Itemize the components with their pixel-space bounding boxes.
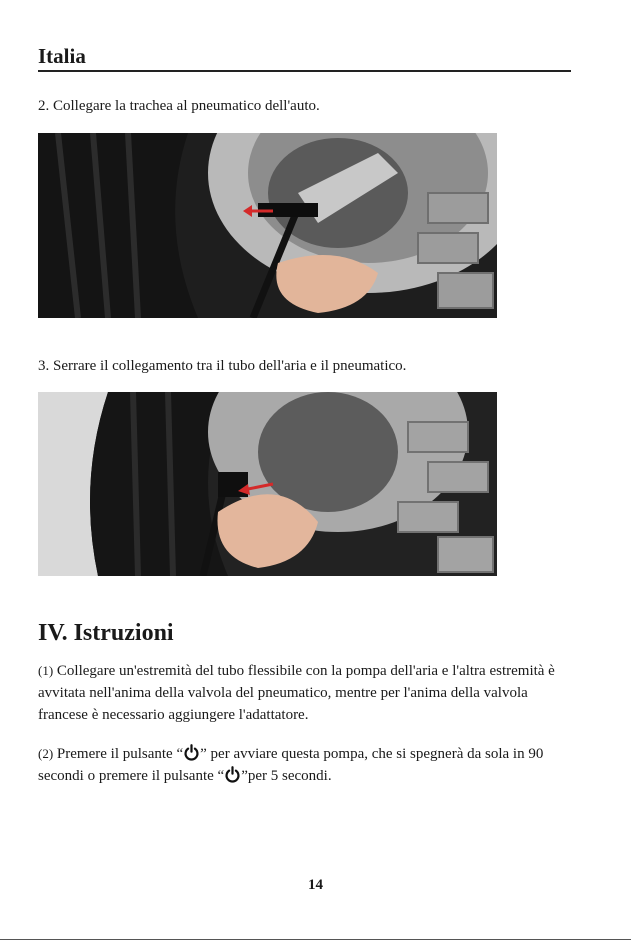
paragraph-2-text-a: Premere il pulsante “ [53,746,184,762]
bottom-border [0,939,631,940]
photo-valve-connect [38,133,497,318]
power-icon [183,744,200,761]
step-3-text: 3. Serrare il collegamento tra il tubo dell'aria e il pneumatico. [38,358,407,374]
instruction-paragraph-2 [38,743,578,787]
paragraph-1-text: Collegare un'estremità del tubo flessibile con la pompa dell'aria e l'altra estremità è avvitata nell'anima della valvola del pneumatico, mentre per l'anima della valvola francese è necessario aggiungere l'adattatore. [38,663,555,723]
photo-hose-tighten [38,392,497,576]
instruction-paragraph-1 [38,660,578,726]
title-divider [38,70,571,72]
page-number: 14 [308,877,323,893]
section-title: Italia [38,44,86,68]
instructions-heading: IV. Istruzioni [38,620,174,646]
paragraph-number-1: (1) [38,663,54,678]
paragraph-2-text-b: ” per avviare questa pompa, che si spegnerà da sola in 90 secondi o premere il pulsante “ [38,746,544,784]
paragraph-number-2: (2) [38,746,54,761]
paragraph-2-text-c: ”per 5 secondi. [241,768,332,784]
power-icon [224,766,241,783]
step-2-text: 2. Collegare la trachea al pneumatico dell'auto. [38,98,320,114]
